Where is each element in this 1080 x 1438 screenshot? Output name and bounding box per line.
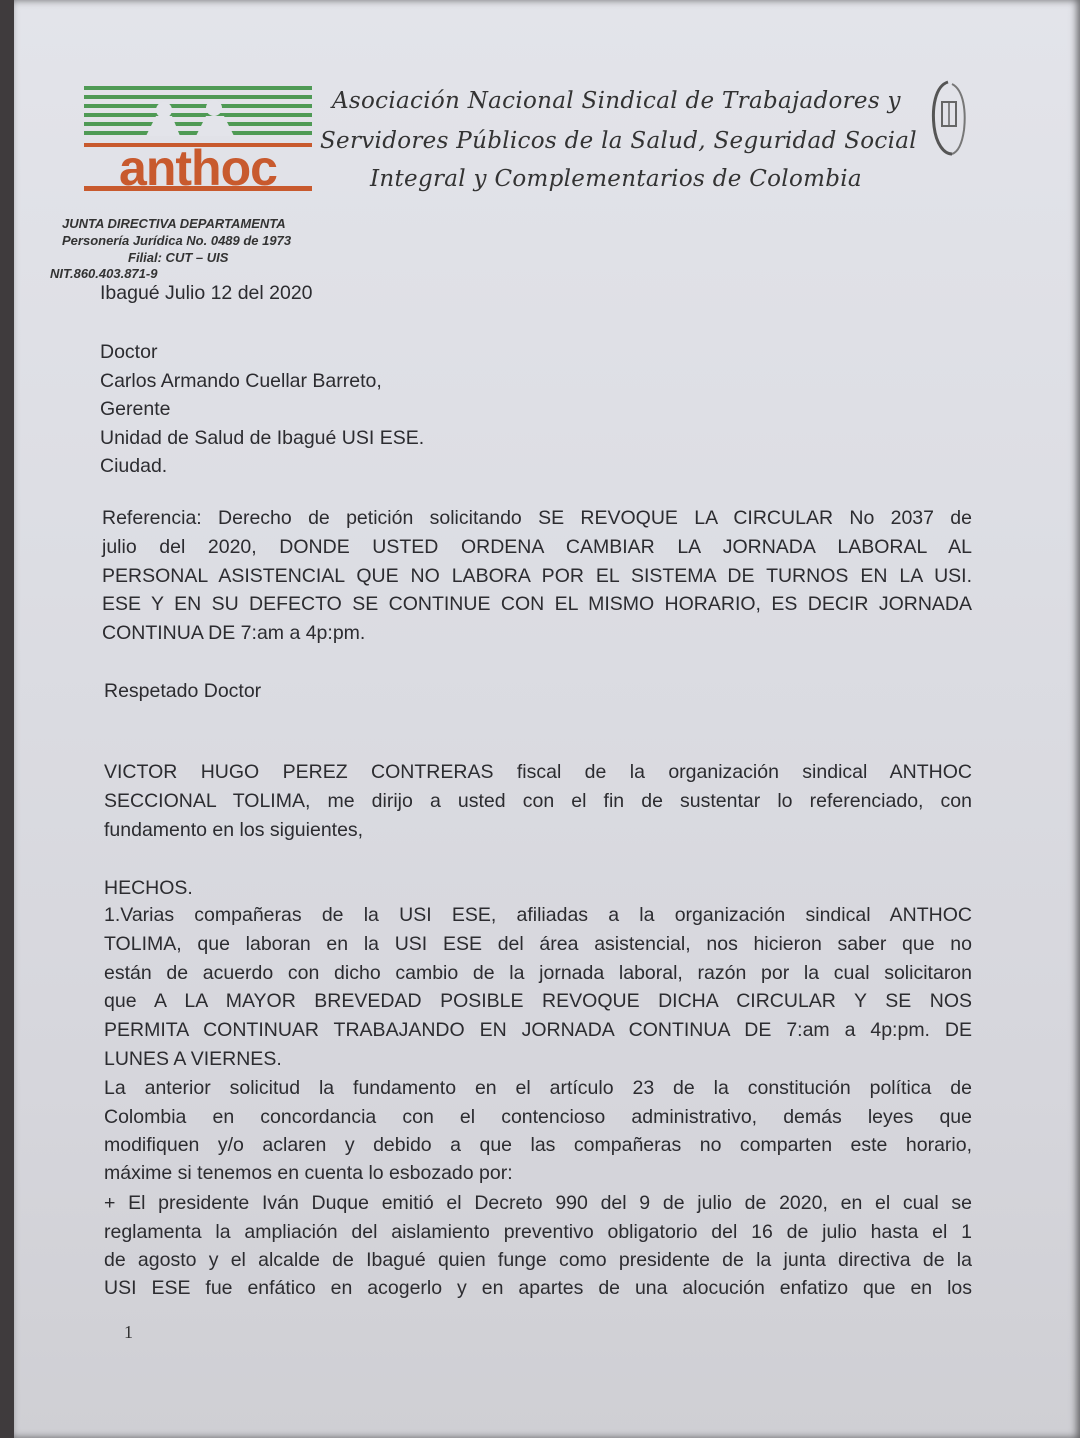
personeria-juridica: Personería Jurídica No. 0489 de 1973: [62, 233, 292, 248]
hechos-line: La anterior solicitud la fundamento en el artículo 23 de la constitución política de: [104, 1077, 972, 1099]
hechos-line: que A LA MAYOR BREVEDAD POSIBLE REVOQUE DICHA CIRCULAR Y SE NOS: [104, 990, 972, 1012]
hechos-line: LUNES A VIERNES.: [104, 1048, 282, 1070]
recipient-name: Carlos Armando Cuellar Barreto,: [100, 370, 382, 392]
hechos-line: están de acuerdo con dicho cambio de la jornada laboral, razón por la cual solicitaron: [104, 962, 972, 984]
hechos-line: reglamenta la ampliación del aislamiento preventivo obligatorio del 16 de julio hasta el 1: [104, 1221, 972, 1243]
letter-date: Ibagué Julio 12 del 2020: [100, 282, 313, 304]
recipient-role: Gerente: [100, 398, 171, 420]
salutation: Respetado Doctor: [104, 680, 262, 702]
reference-line: julio del 2020, DONDE USTED ORDENA CAMBIAR LA JORNADA LABORAL AL: [102, 536, 972, 558]
association-name-line-3: Integral y Complementarios de Colombia: [370, 166, 862, 192]
reference-line: PERSONAL ASISTENCIAL QUE NO LABORA POR EL SISTEMA DE TURNOS EN LA USI.: [102, 565, 972, 587]
reference-line: Referencia: Derecho de petición solicitando SE REVOQUE LA CIRCULAR No 2037 de: [102, 507, 972, 529]
association-name-line-1: Asociación Nacional Sindical de Trabajadores y: [332, 88, 901, 114]
hechos-line: máxime si tenemos en cuenta lo esbozado por:: [104, 1162, 513, 1184]
hechos-line: Colombia en concordancia con el contencioso administrativo, demás leyes que: [104, 1106, 972, 1128]
reference-line: CONTINUA DE 7:am a 4p:pm.: [102, 622, 366, 644]
svg-text:anthoc: anthoc: [119, 140, 277, 196]
letter-page: [14, 0, 1080, 1438]
page-number: 1: [124, 1322, 133, 1342]
intro-line: SECCIONAL TOLIMA, me dirijo a usted con el fin de sustentar lo referenciado, con: [104, 790, 972, 812]
hechos-line: TOLIMA, que laboran en la USI ESE del área asistencial, nos hicieron saber que no: [104, 933, 972, 955]
intro-line: VICTOR HUGO PEREZ CONTRERAS fiscal de la organización sindical ANTHOC: [104, 761, 972, 783]
intro-line: fundamento en los siguientes,: [104, 819, 364, 841]
hechos-line: + El presidente Iván Duque emitió el Decreto 990 del 9 de julio de 2020, en el cual se: [104, 1192, 972, 1214]
hechos-line: modifiquen y/o aclaren y debido a que las compañeras no comparten este horario,: [104, 1134, 972, 1156]
anthoc-logo: [84, 86, 312, 198]
association-name-line-2: Servidores Públicos de la Salud, Seguridad Social: [320, 128, 917, 154]
hechos-line: USI ESE fue enfático en acogerlo y en apartes de una alocución enfatizo que en los: [104, 1277, 972, 1299]
recipient-title: Doctor: [100, 341, 158, 363]
hechos-heading: HECHOS.: [104, 877, 193, 899]
recipient-organization: Unidad de Salud de Ibagué USI ESE.: [100, 427, 425, 449]
hechos-line: 1.Varias compañeras de la USI ESE, afiliadas a la organización sindical ANTHOC: [104, 904, 972, 926]
reference-line: ESE Y EN SU DEFECTO SE CONTINUE CON EL MISMO HORARIO, ES DECIR JORNADA: [102, 593, 972, 615]
junta-directiva: JUNTA DIRECTIVA DEPARTAMENTA: [62, 216, 286, 231]
seal-stamp: [930, 78, 968, 158]
recipient-city: Ciudad.: [100, 455, 168, 477]
hechos-line: PERMITA CONTINUAR TRABAJANDO EN JORNADA CONTINUA DE 7:am a 4p:pm. DE: [104, 1019, 972, 1041]
filial: Filial: CUT – UIS: [128, 250, 229, 265]
nit: NIT.860.403.871-9: [50, 266, 158, 281]
hechos-line: de agosto y el alcalde de Ibagué quien funge como presidente de la junta directiva de la: [104, 1249, 972, 1271]
